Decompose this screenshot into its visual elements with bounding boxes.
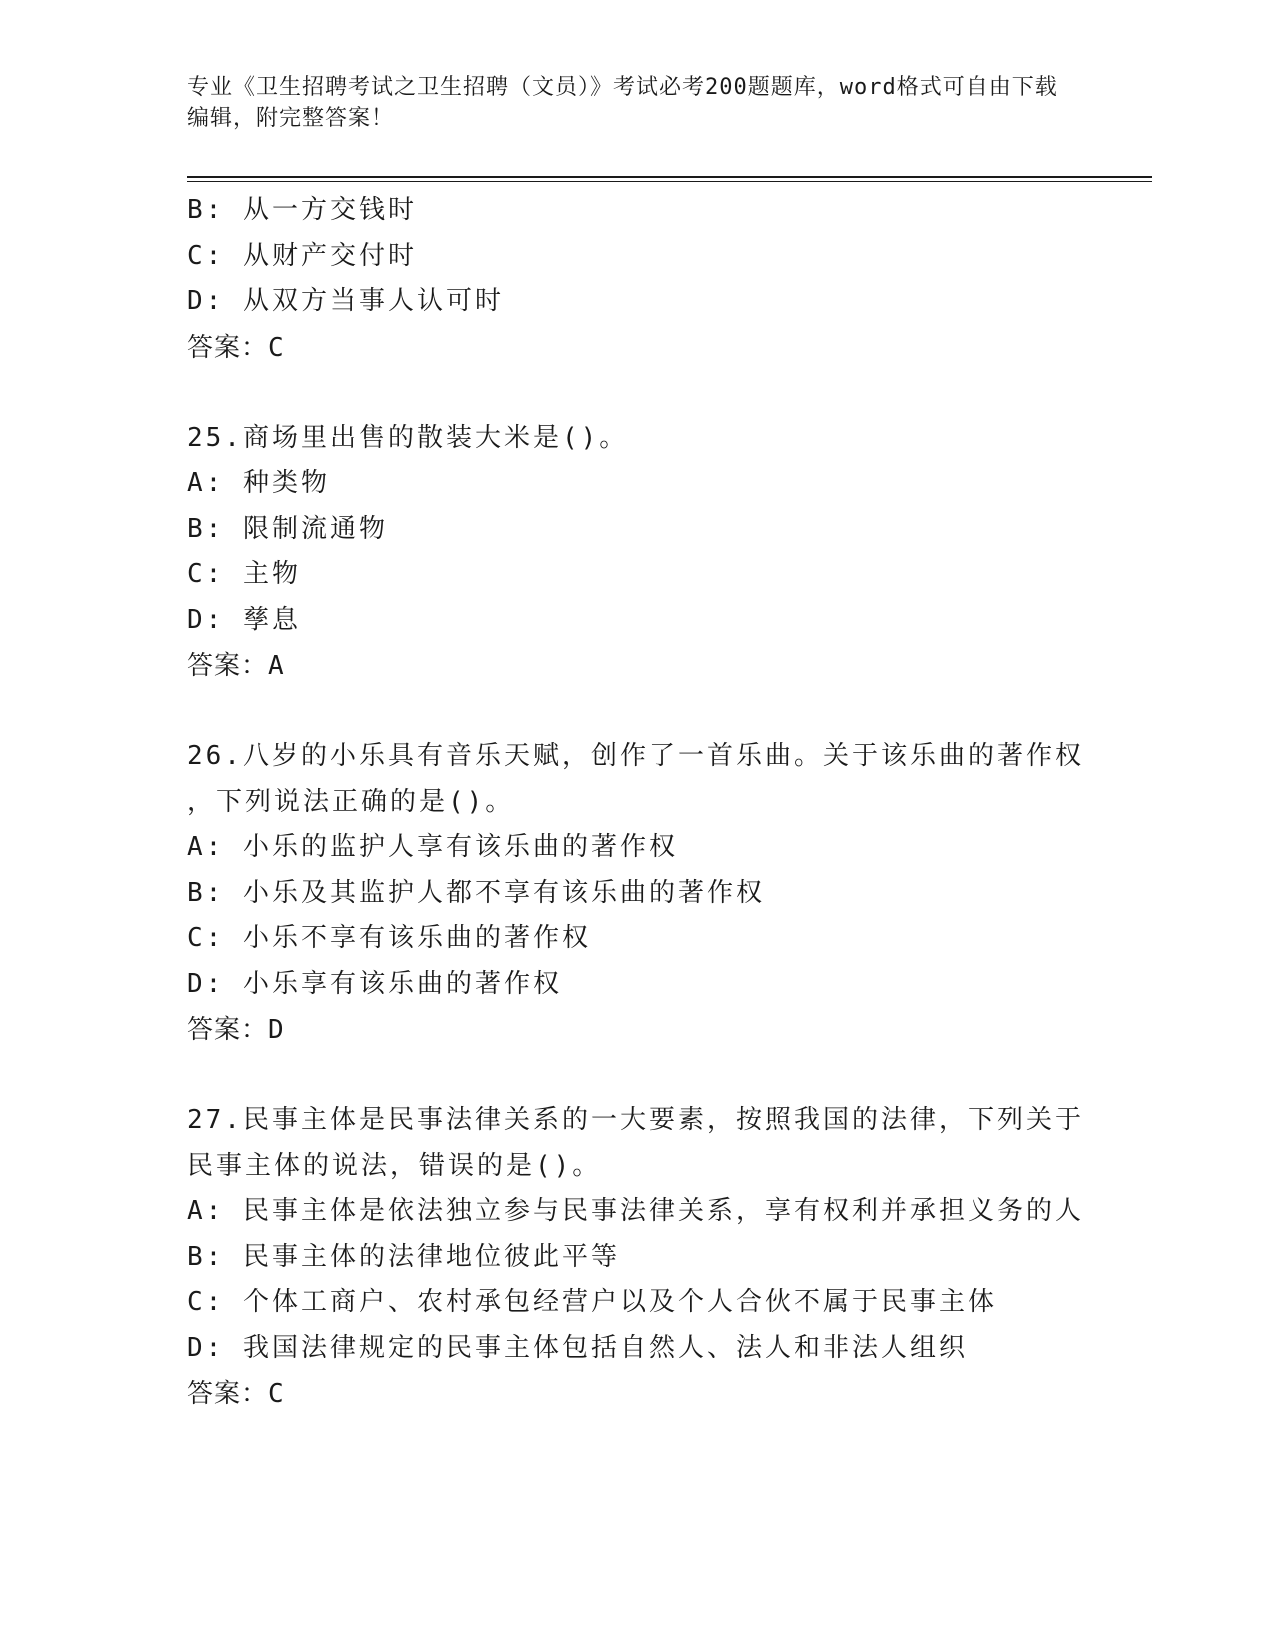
- option-a: A: 民事主体是依法独立参与民事法律关系，享有权利并承担义务的人: [187, 1196, 1084, 1226]
- answer-line: 答案：C: [187, 332, 285, 363]
- question-stem: 25.商场里出售的散装大米是()。: [187, 422, 629, 453]
- option-d: D: 孳息: [187, 604, 301, 635]
- header-divider: [187, 176, 1152, 182]
- option-d: D: 从双方当事人认可时: [187, 286, 504, 316]
- option-c: C: 个体工商户、农村承包经营户以及个人合伙不属于民事主体: [187, 1287, 997, 1317]
- option-b: B: 从一方交钱时: [187, 195, 417, 225]
- question-stem: 27.民事主体是民事法律关系的一大要素，按照我国的法律，下列关于: [187, 1105, 1084, 1135]
- answer-line: 答案：C: [187, 1379, 285, 1409]
- question-26: [187, 734, 1087, 1053]
- question-stem-continued: 民事主体的说法，错误的是()。: [187, 1150, 602, 1181]
- question-carryover: [187, 188, 1087, 371]
- question-stem-continued: ，下列说法正确的是()。: [187, 786, 515, 817]
- option-c: C: 主物: [187, 559, 301, 589]
- answer-line: 答案：A: [187, 651, 285, 681]
- option-d: D: 我国法律规定的民事主体包括自然人、法人和非法人组织: [187, 1332, 968, 1363]
- question-25: [187, 416, 1087, 690]
- option-b: B: 民事主体的法律地位彼此平等: [187, 1241, 620, 1272]
- question-27: [187, 1098, 1087, 1417]
- option-d: D: 小乐享有该乐曲的著作权: [187, 968, 562, 999]
- option-c: C: 从财产交付时: [187, 240, 417, 271]
- option-b: B: 限制流通物: [187, 513, 388, 544]
- option-a: A: 种类物: [187, 468, 330, 498]
- document-header: 专业《卫生招聘考试之卫生招聘（文员）》考试必考200题题库，word格式可自由下载编辑，附完整答案！: [187, 75, 1058, 131]
- document-body: [187, 188, 1087, 1417]
- answer-line: 答案：D: [187, 1015, 285, 1045]
- question-stem: 26.八岁的小乐具有音乐天赋，创作了一首乐曲。关于该乐曲的著作权: [187, 741, 1084, 771]
- option-a: A: 小乐的监护人享有该乐曲的著作权: [187, 832, 678, 862]
- option-c: C: 小乐不享有该乐曲的著作权: [187, 923, 591, 953]
- option-b: B: 小乐及其监护人都不享有该乐曲的著作权: [187, 877, 765, 908]
